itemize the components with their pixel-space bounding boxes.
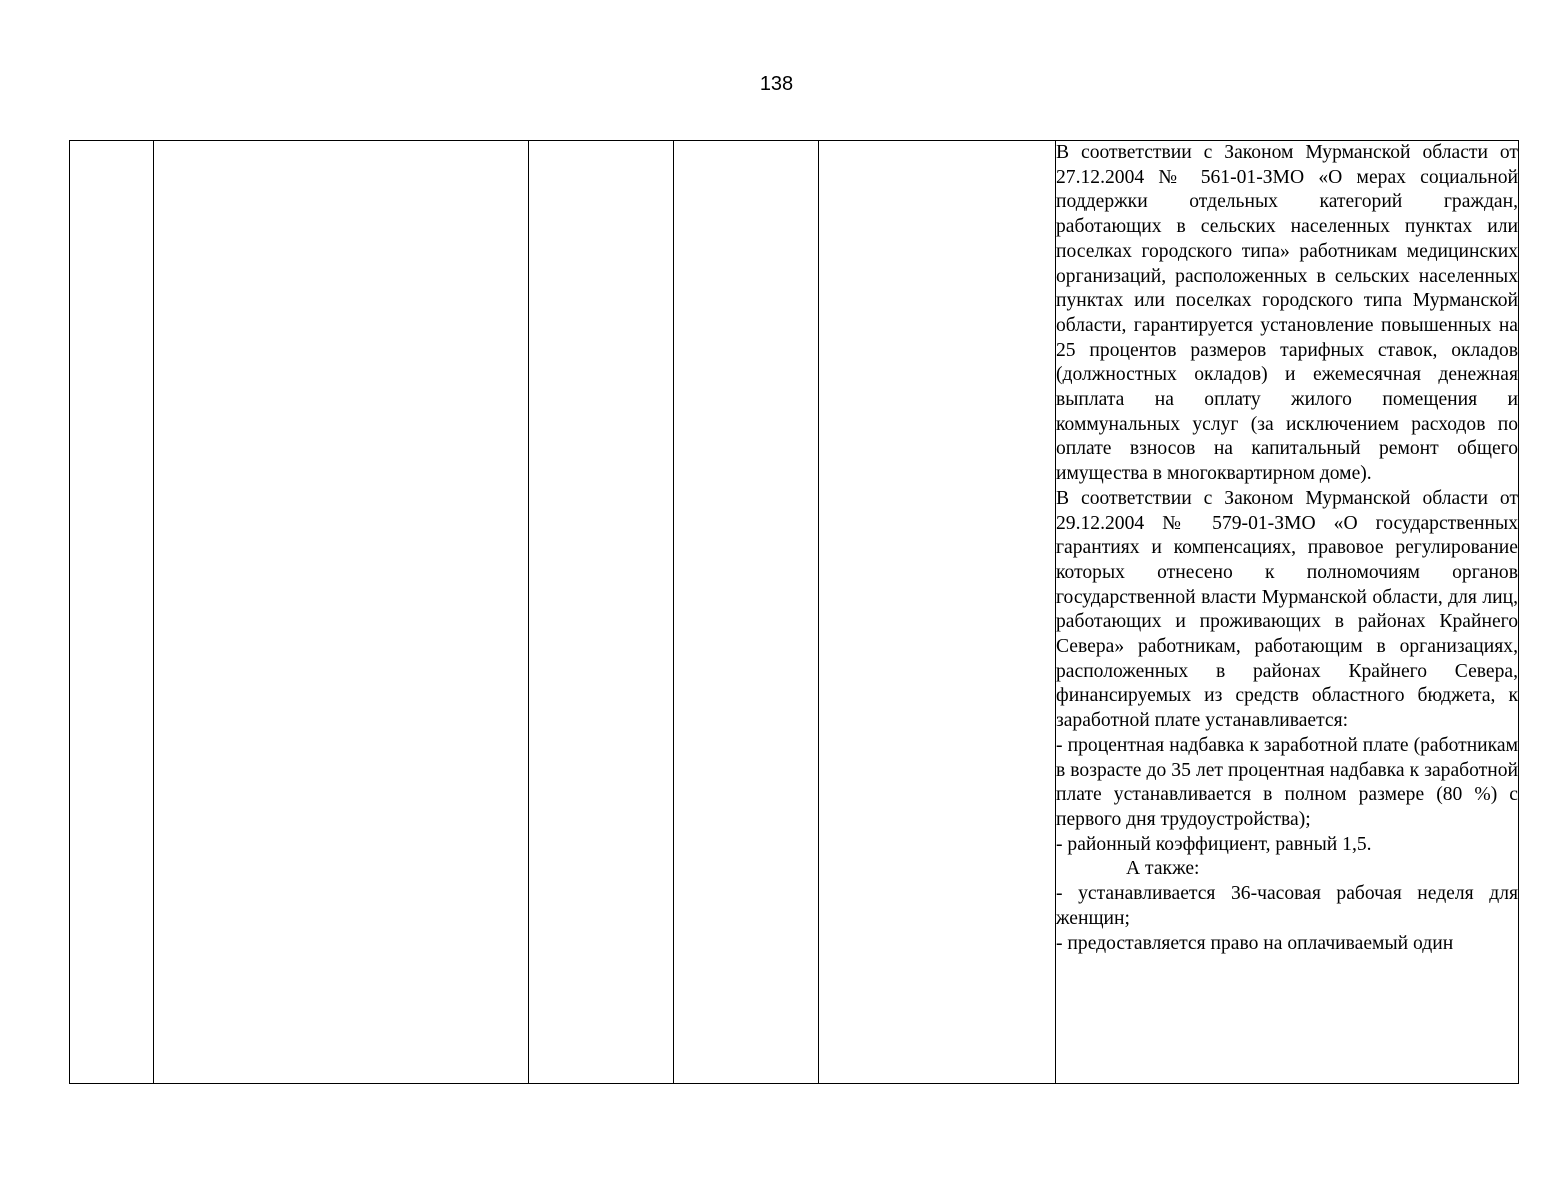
page-number: 138: [759, 73, 794, 95]
table-cell-col5: [819, 141, 1056, 1084]
table-row: [70, 141, 1519, 1084]
table-cell-name: [154, 141, 529, 1084]
text-paragraph: В соответствии с Законом Мурманской области от 27.12.2004 № 561-01-ЗМО «О мерах социальной поддержки отдельных категорий граждан, работающих в сельских населенных пунктах или поселках городского типа» работникам медицинских организаций, расположенных в сельских населенных пунктах или поселках городского типа Мурманской области, гарантируется установление повышенных на 25 процентов размеров тарифных ставок, окладов (должностных окладов) и ежемесячная денежная выплата на оплату жилого помещения и коммунальных услуг (за исключением расходов по оплате взносов на капитальный ремонт общего имущества в многоквартирном доме).: [1056, 142, 1518, 485]
text-paragraph: - устанавливается 36-часовая рабочая неделя для женщин;: [1056, 883, 1518, 929]
text-paragraph: А также:: [1126, 858, 1200, 880]
table-cell-col3: [529, 141, 674, 1084]
text-paragraph: - предоставляется право на оплачиваемый один: [1056, 932, 1454, 954]
document-table: [69, 140, 1519, 1084]
table-cell-number: [70, 141, 154, 1084]
table-cell-text: [1056, 141, 1519, 1084]
text-paragraph: - районный коэффициент, равный 1,5.: [1056, 833, 1372, 855]
text-paragraph: В соответствии с Законом Мурманской области от 29.12.2004 № 579-01-ЗМО «О государственных гарантиях и компенсациях, правовое регулирование которых отнесено к полномочиям органов государственной власти Мурманской области, для лиц, работающих и проживающих в районах Крайнего Севера» работникам, работающим в организациях, расположенных в районах Крайнего Севера, финансируемых из средств областного бюджета, к заработной плате устанавливается:: [1056, 487, 1518, 732]
cell-text-body: [1056, 141, 1518, 956]
table-cell-col4: [674, 141, 819, 1084]
text-paragraph: - процентная надбавка к заработной плате (работникам в возрасте до 35 лет процентная надбавка к заработной плате устанавливается в полном размере (80 %) с первого дня трудоустройства);: [1056, 734, 1518, 830]
